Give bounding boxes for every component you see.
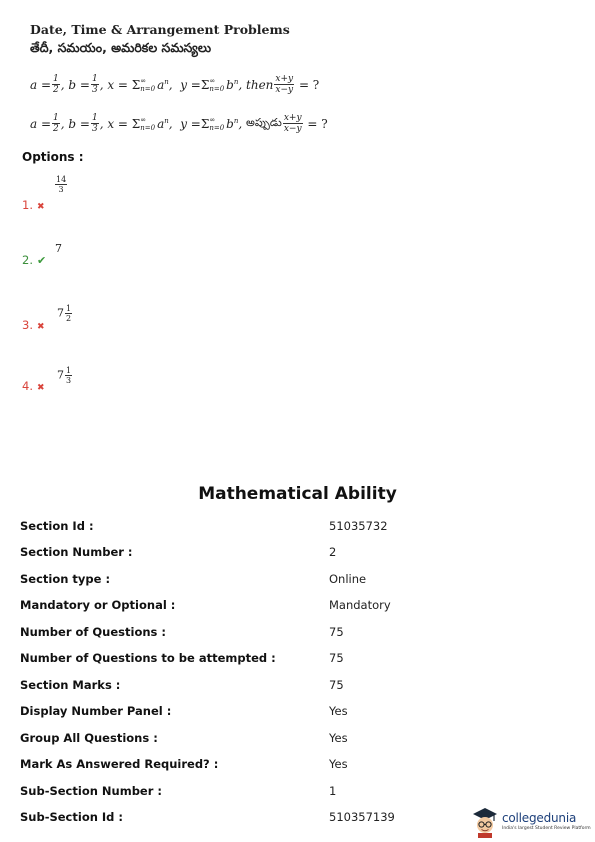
cross-icon: ✖ [36, 202, 45, 212]
row-value: 51035732 [329, 519, 388, 533]
cross-icon: ✖ [36, 322, 45, 332]
row-value: 1 [329, 784, 337, 798]
check-icon: ✔ [36, 254, 47, 267]
row-label: Sub-Section Id : [20, 810, 124, 824]
row-value: Mandatory [329, 598, 391, 612]
option-number: 4. [22, 379, 33, 393]
row-label: Section Id : [20, 519, 94, 533]
graduate-mascot-icon [472, 806, 498, 836]
option-number: 3. [22, 318, 33, 332]
option-number: 1. [22, 198, 33, 212]
row-value: Yes [329, 757, 348, 771]
option-4-marker [22, 375, 45, 394]
option-3-marker [22, 314, 45, 333]
option-1-marker [22, 194, 45, 213]
row-value: Yes [329, 731, 348, 745]
row-label: Sub-Section Number : [20, 784, 163, 798]
row-label: Section Marks : [20, 678, 121, 692]
row-value: Online [329, 572, 367, 586]
row-value: 2 [329, 545, 337, 559]
brand-tagline: India's largest Student Review Platform [502, 826, 591, 831]
row-label: Mandatory or Optional : [20, 598, 176, 612]
row-value: Yes [329, 704, 348, 718]
option-2-value: 7 [55, 242, 62, 255]
row-label: Display Number Panel : [20, 704, 172, 718]
row-value: 75 [329, 625, 344, 639]
option-3-value: 7 $\frac{1}{2}$ [57, 304, 72, 323]
question-title-telugu: తేదీ, సమయం, అమరికల సమస్యలు [30, 40, 212, 55]
collegedunia-logo [472, 803, 592, 839]
row-label: Section type : [20, 572, 111, 586]
option-2-marker [22, 249, 46, 268]
row-label: Section Number : [20, 545, 133, 559]
row-label: Number of Questions to be attempted : [20, 651, 276, 665]
row-value: 75 [329, 678, 344, 692]
option-number: 2. [22, 253, 33, 267]
row-label: Mark As Answered Required? : [20, 757, 219, 771]
question-formula-telugu: a = $\frac{1}{2}$ , b = $\frac{1}{3}$ , x = Σ ∞ n=0 $a^n$, y = Σ ∞ n=0 $b^n$, అప్పుడు $\frac{x+y}{x-y}$ = ? [30, 113, 328, 134]
question-formula-english: a = $\frac{1}{2}$ , b = $\frac{1}{3}$ , x = Σ ∞ n=0 $a^n$, y = Σ ∞ n=0 $b^n$, then $\frac{x+y}{x-y}$ = ? [30, 74, 320, 95]
cross-icon: ✖ [36, 383, 45, 393]
options-label: Options : [22, 150, 84, 164]
question-title-english: Date, Time & Arrangement Problems [30, 22, 290, 37]
brand-name: collegedunia [502, 811, 577, 825]
row-label: Group All Questions : [20, 731, 158, 745]
row-label: Number of Questions : [20, 625, 166, 639]
row-value: 75 [329, 651, 344, 665]
option-4-value: 7 $\frac{1}{3}$ [57, 366, 72, 385]
option-1-value: $\frac{14}{3}$ [56, 175, 67, 194]
row-value: 510357139 [329, 810, 395, 824]
section-title: Mathematical Ability [198, 484, 397, 504]
